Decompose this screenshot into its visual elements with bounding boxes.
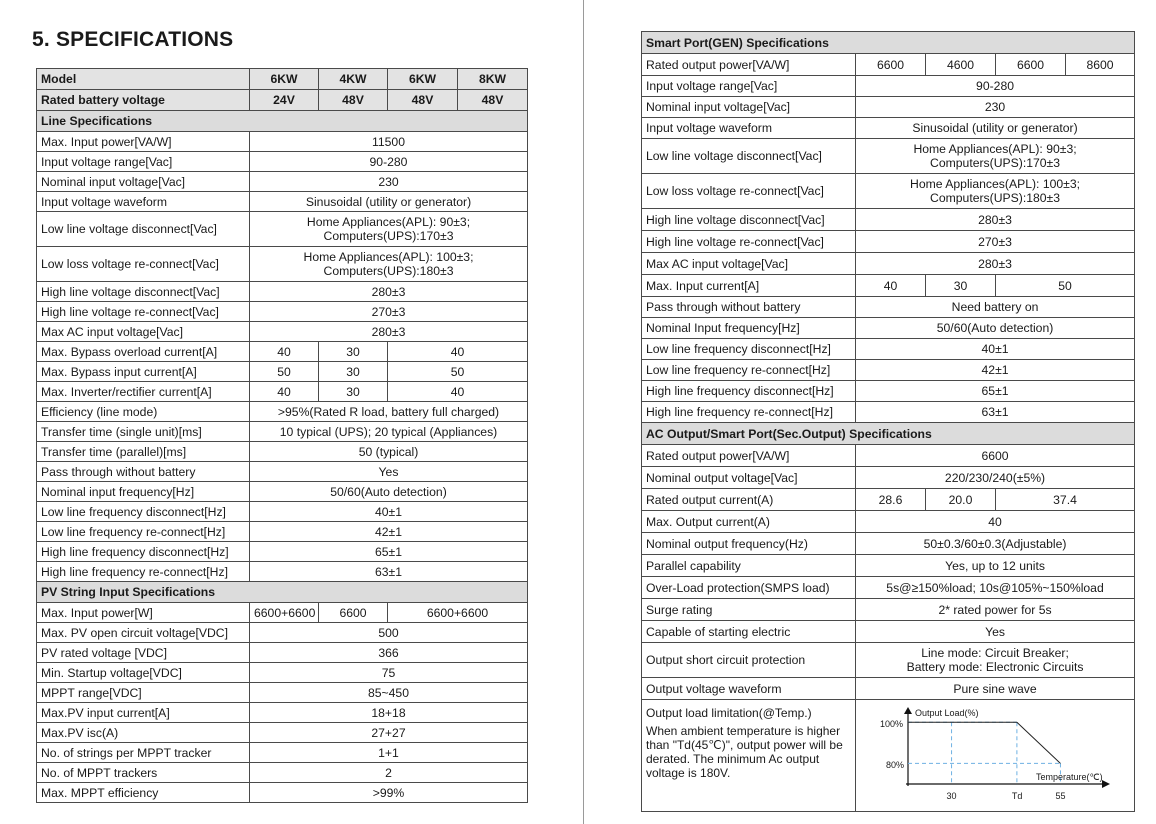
table-row	[642, 678, 1135, 700]
row-value: 63±1	[856, 402, 1135, 423]
table-row	[642, 381, 1135, 402]
battery-voltage-value: 48V	[458, 90, 528, 111]
row-label: PV rated voltage [VDC]	[37, 643, 250, 663]
row-value: 40	[250, 342, 319, 362]
row-label: Low line frequency re-connect[Hz]	[642, 360, 856, 381]
row-value: 75	[250, 663, 528, 683]
table-row	[37, 442, 528, 462]
row-label: Max. MPPT efficiency	[37, 783, 250, 803]
row-label: Nominal output frequency(Hz)	[642, 533, 856, 555]
derating-description	[642, 700, 856, 812]
table-row	[37, 402, 528, 422]
row-value: 230	[856, 97, 1135, 118]
row-value: Yes, up to 12 units	[856, 555, 1135, 577]
row-label: High line frequency re-connect[Hz]	[642, 402, 856, 423]
row-value: 50±0.3/60±0.3(Adjustable)	[856, 533, 1135, 555]
row-value: 6600	[856, 54, 926, 76]
row-label: Low loss voltage re-connect[Vac]	[37, 247, 250, 282]
row-value: 30	[319, 382, 388, 402]
table-row	[642, 402, 1135, 423]
row-label: No. of MPPT trackers	[37, 763, 250, 783]
row-label: High line voltage re-connect[Vac]	[642, 231, 856, 253]
table-row	[37, 362, 528, 382]
row-label: Nominal input voltage[Vac]	[642, 97, 856, 118]
model-value: 6KW	[250, 69, 319, 90]
table-row	[37, 562, 528, 582]
table-row	[37, 623, 528, 643]
row-value: 366	[250, 643, 528, 663]
row-label: Low line voltage disconnect[Vac]	[37, 212, 250, 247]
y-axis-label: Output Load(%)	[915, 707, 979, 718]
row-value: 90-280	[250, 152, 528, 172]
row-value: 40	[856, 511, 1135, 533]
x-tick-label: Td	[1011, 790, 1023, 801]
row-value: Pure sine wave	[856, 678, 1135, 700]
row-value: 40	[856, 275, 926, 297]
table-row	[37, 462, 528, 482]
row-label: Nominal output voltage[Vac]	[642, 467, 856, 489]
row-value: 50	[250, 362, 319, 382]
row-label: Efficiency (line mode)	[37, 402, 250, 422]
table-row	[642, 339, 1135, 360]
row-label: Low line frequency disconnect[Hz]	[37, 502, 250, 522]
row-value: 30	[319, 362, 388, 382]
model-value: 4KW	[319, 69, 388, 90]
row-value: 37.4	[996, 489, 1135, 511]
row-value: 42±1	[250, 522, 528, 542]
row-value: Yes	[856, 621, 1135, 643]
table-row	[642, 253, 1135, 275]
derating-title: Output load limitation(@Temp.)	[646, 706, 812, 720]
table-row	[642, 174, 1135, 209]
y-axis-arrow	[904, 707, 912, 714]
row-label: Low line frequency disconnect[Hz]	[642, 339, 856, 360]
table-row	[642, 555, 1135, 577]
table-row	[642, 445, 1135, 467]
table-row	[37, 212, 528, 247]
model-label: Model	[37, 69, 250, 90]
row-value: 8600	[1066, 54, 1135, 76]
table-row	[642, 577, 1135, 599]
row-label: High line voltage disconnect[Vac]	[37, 282, 250, 302]
row-value: 10 typical (UPS); 20 typical (Appliances)	[250, 422, 528, 442]
row-value: 6600	[996, 54, 1066, 76]
row-label: High line voltage disconnect[Vac]	[642, 209, 856, 231]
row-value: 270±3	[250, 302, 528, 322]
section-header	[37, 582, 528, 603]
page-title: 5. SPECIFICATIONS	[32, 28, 234, 51]
row-label: Max AC input voltage[Vac]	[37, 322, 250, 342]
row-label: Max. Input current[A]	[642, 275, 856, 297]
row-value: Home Appliances(APL): 90±3; Computers(UPS):170±3	[856, 139, 1135, 174]
row-value: 28.6	[856, 489, 926, 511]
row-label: Rated output power[VA/W]	[642, 445, 856, 467]
table-row	[37, 322, 528, 342]
row-value: 2	[250, 763, 528, 783]
row-label: Parallel capability	[642, 555, 856, 577]
row-label: High line frequency disconnect[Hz]	[642, 381, 856, 402]
derating-row	[642, 700, 1135, 812]
battery-voltage-row	[37, 90, 528, 111]
row-value: Sinusoidal (utility or generator)	[250, 192, 528, 212]
row-label: Output voltage waveform	[642, 678, 856, 700]
row-label: Max. PV open circuit voltage[VDC]	[37, 623, 250, 643]
table-row	[642, 467, 1135, 489]
row-value: 85~450	[250, 683, 528, 703]
row-value: >95%(Rated R load, battery full charged)	[250, 402, 528, 422]
row-value: 230	[250, 172, 528, 192]
y-tick-label: 80%	[886, 759, 905, 770]
row-value: 63±1	[250, 562, 528, 582]
table-row	[642, 489, 1135, 511]
line-spec-heading: Line Specifications	[37, 111, 528, 132]
row-label: Input voltage waveform	[642, 118, 856, 139]
row-value: 40	[250, 382, 319, 402]
x-axis-label: Temperature(℃)	[1036, 771, 1103, 782]
row-label: High line voltage re-connect[Vac]	[37, 302, 250, 322]
row-value: 6600+6600	[250, 603, 319, 623]
row-label: Pass through without battery	[37, 462, 250, 482]
page-divider	[583, 0, 584, 824]
row-value: 6600	[319, 603, 388, 623]
row-label: Transfer time (parallel)[ms]	[37, 442, 250, 462]
table-row	[37, 192, 528, 212]
row-value: Home Appliances(APL): 100±3; Computers(UPS):180±3	[856, 174, 1135, 209]
row-label: Max AC input voltage[Vac]	[642, 253, 856, 275]
row-value: 50 (typical)	[250, 442, 528, 462]
pv-spec-heading: PV String Input Specifications	[37, 582, 528, 603]
battery-voltage-label: Rated battery voltage	[37, 90, 250, 111]
table-row	[642, 54, 1135, 76]
x-axis-arrow	[1102, 780, 1110, 788]
row-value: Home Appliances(APL): 90±3; Computers(UPS):170±3	[250, 212, 528, 247]
row-value: 280±3	[856, 253, 1135, 275]
table-row	[642, 643, 1135, 678]
table-row	[642, 275, 1135, 297]
table-row	[37, 703, 528, 723]
row-label: Max. Bypass overload current[A]	[37, 342, 250, 362]
row-value: 50	[388, 362, 528, 382]
table-row	[642, 511, 1135, 533]
table-row	[37, 282, 528, 302]
row-label: Low line frequency re-connect[Hz]	[37, 522, 250, 542]
row-label: Max. Input power[VA/W]	[37, 132, 250, 152]
row-value: 30	[319, 342, 388, 362]
table-row	[37, 603, 528, 623]
gen-spec-heading: Smart Port(GEN) Specifications	[642, 32, 1135, 54]
x-tick-label: 30	[946, 790, 957, 801]
table-row	[37, 342, 528, 362]
table-row	[642, 297, 1135, 318]
row-value: 270±3	[856, 231, 1135, 253]
table-row	[37, 643, 528, 663]
derating-chart-cell	[856, 700, 1135, 812]
row-value: 4600	[926, 54, 996, 76]
row-value: 40±1	[856, 339, 1135, 360]
table-row	[642, 97, 1135, 118]
row-value: 50/60(Auto detection)	[250, 482, 528, 502]
table-row	[642, 621, 1135, 643]
row-label: Nominal input frequency[Hz]	[37, 482, 250, 502]
table-row	[37, 152, 528, 172]
table-row	[37, 422, 528, 442]
row-label: Input voltage range[Vac]	[642, 76, 856, 97]
row-value: 40±1	[250, 502, 528, 522]
model-row	[37, 69, 528, 90]
table-row	[642, 139, 1135, 174]
table-row	[37, 783, 528, 803]
row-label: Pass through without battery	[642, 297, 856, 318]
row-value: 50/60(Auto detection)	[856, 318, 1135, 339]
table-row	[37, 763, 528, 783]
table-row	[37, 723, 528, 743]
row-value: 50	[996, 275, 1135, 297]
row-value: 5s@≥150%load; 10s@105%~150%load	[856, 577, 1135, 599]
row-value: 11500	[250, 132, 528, 152]
row-label: Max. Inverter/rectifier current[A]	[37, 382, 250, 402]
row-value: 2* rated power for 5s	[856, 599, 1135, 621]
row-value: 90-280	[856, 76, 1135, 97]
row-label: Max.PV isc(A)	[37, 723, 250, 743]
row-label: Transfer time (single unit)[ms]	[37, 422, 250, 442]
left-spec-table	[36, 68, 528, 803]
row-value: 6600+6600	[388, 603, 528, 623]
y-tick-label: 100%	[880, 718, 904, 729]
row-label: Nominal input voltage[Vac]	[37, 172, 250, 192]
table-row	[37, 482, 528, 502]
row-label: Input voltage waveform	[37, 192, 250, 212]
row-value: Line mode: Circuit Breaker; Battery mode: Electronic Circuits	[856, 643, 1135, 678]
derating-chart	[856, 704, 1132, 808]
table-row	[37, 743, 528, 763]
table-row	[37, 247, 528, 282]
row-label: Input voltage range[Vac]	[37, 152, 250, 172]
battery-voltage-value: 48V	[319, 90, 388, 111]
row-value: Home Appliances(APL): 100±3; Computers(UPS):180±3	[250, 247, 528, 282]
row-value: 20.0	[926, 489, 996, 511]
row-value: 40	[388, 342, 528, 362]
row-value: 280±3	[250, 282, 528, 302]
table-row	[642, 231, 1135, 253]
row-value: 280±3	[250, 322, 528, 342]
x-tick-label: 55	[1055, 790, 1066, 801]
row-value: 42±1	[856, 360, 1135, 381]
table-row	[37, 663, 528, 683]
table-row	[642, 118, 1135, 139]
row-label: Max.PV input current[A]	[37, 703, 250, 723]
model-value: 6KW	[388, 69, 458, 90]
row-label: MPPT range[VDC]	[37, 683, 250, 703]
table-row	[642, 360, 1135, 381]
table-row	[37, 522, 528, 542]
row-label: Nominal Input frequency[Hz]	[642, 318, 856, 339]
row-label: Rated output current(A)	[642, 489, 856, 511]
row-value: Need battery on	[856, 297, 1135, 318]
row-value: 220/230/240(±5%)	[856, 467, 1135, 489]
row-value: 1+1	[250, 743, 528, 763]
table-row	[37, 382, 528, 402]
right-spec-table	[641, 31, 1135, 812]
series-line	[1017, 722, 1061, 763]
row-value: 18+18	[250, 703, 528, 723]
section-header	[37, 111, 528, 132]
row-label: High line frequency disconnect[Hz]	[37, 542, 250, 562]
battery-voltage-value: 24V	[250, 90, 319, 111]
derating-text: When ambient temperature is higher than "Td(45℃)", output power will be derated. The minimum Ac output voltage is 180V.	[646, 724, 843, 780]
table-row	[37, 172, 528, 192]
table-row	[37, 683, 528, 703]
table-row	[642, 318, 1135, 339]
row-label: Rated output power[VA/W]	[642, 54, 856, 76]
table-row	[37, 542, 528, 562]
row-label: Max. Output current(A)	[642, 511, 856, 533]
row-value: 65±1	[856, 381, 1135, 402]
row-value: >99%	[250, 783, 528, 803]
row-value: 40	[388, 382, 528, 402]
row-label: High line frequency re-connect[Hz]	[37, 562, 250, 582]
row-value: 27+27	[250, 723, 528, 743]
row-label: Max. Bypass input current[A]	[37, 362, 250, 382]
battery-voltage-value: 48V	[388, 90, 458, 111]
row-value: 500	[250, 623, 528, 643]
model-value: 8KW	[458, 69, 528, 90]
table-row	[642, 209, 1135, 231]
table-row	[37, 132, 528, 152]
row-label: Surge rating	[642, 599, 856, 621]
section-header	[642, 32, 1135, 54]
table-row	[37, 502, 528, 522]
section-header	[642, 423, 1135, 445]
row-label: Max. Input power[W]	[37, 603, 250, 623]
row-value: 280±3	[856, 209, 1135, 231]
table-row	[642, 76, 1135, 97]
row-value: 30	[926, 275, 996, 297]
row-label: No. of strings per MPPT tracker	[37, 743, 250, 763]
table-row	[642, 533, 1135, 555]
row-value: Yes	[250, 462, 528, 482]
row-label: Output short circuit protection	[642, 643, 856, 678]
ac-output-heading: AC Output/Smart Port(Sec.Output) Specifications	[642, 423, 1135, 445]
row-label: Min. Startup voltage[VDC]	[37, 663, 250, 683]
row-label: Low loss voltage re-connect[Vac]	[642, 174, 856, 209]
row-value: 6600	[856, 445, 1135, 467]
table-row	[642, 599, 1135, 621]
table-row	[37, 302, 528, 322]
row-value: Sinusoidal (utility or generator)	[856, 118, 1135, 139]
row-label: Capable of starting electric	[642, 621, 856, 643]
row-label: Over-Load protection(SMPS load)	[642, 577, 856, 599]
row-value: 65±1	[250, 542, 528, 562]
row-label: Low line voltage disconnect[Vac]	[642, 139, 856, 174]
